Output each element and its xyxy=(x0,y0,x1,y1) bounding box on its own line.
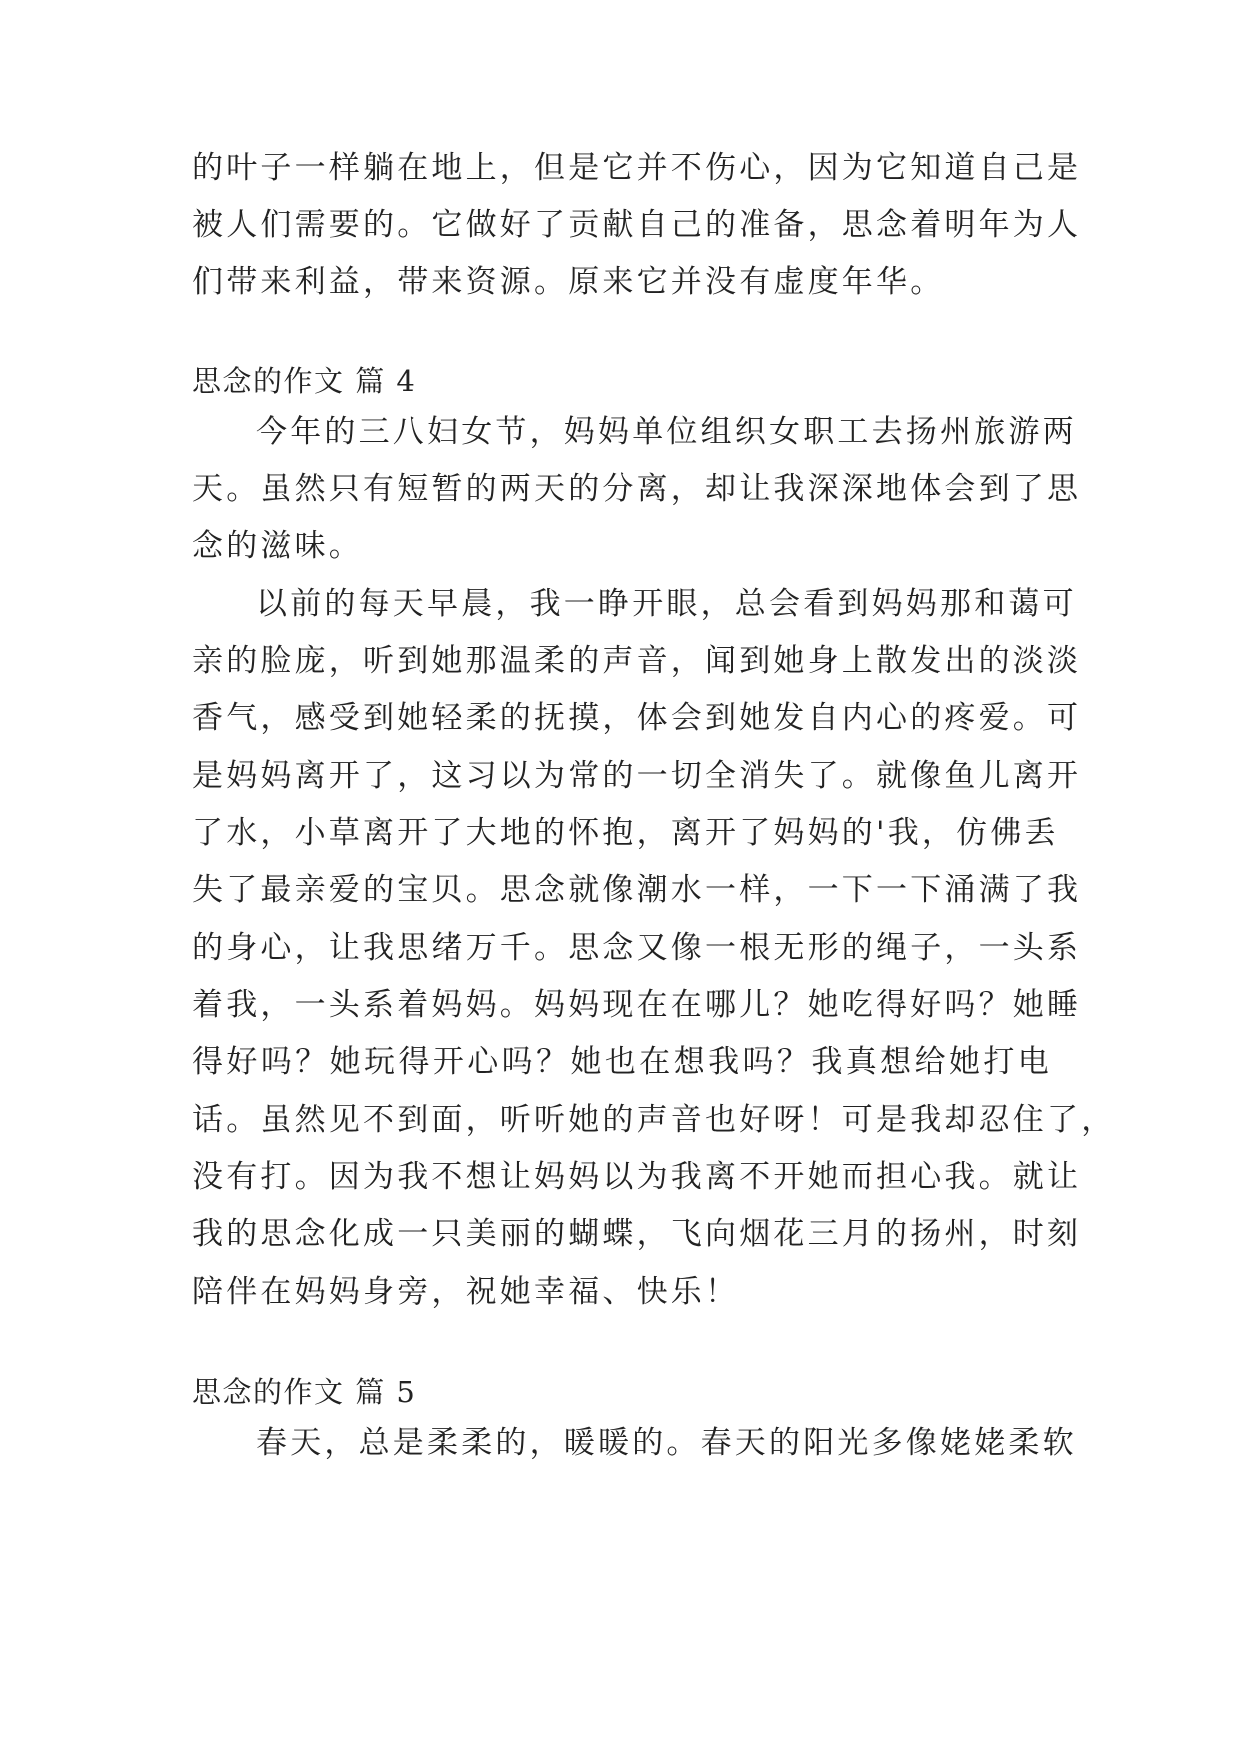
paragraph-line: 陪伴在妈妈身旁，祝她幸福、快乐！ xyxy=(192,1274,740,1310)
paragraph-line: 着我，一头系着妈妈。妈妈现在在哪儿？她吃得好吗？她睡 xyxy=(192,987,1082,1023)
paragraph-line: 天。虽然只有短暂的两天的分离，却让我深深地体会到了思 xyxy=(192,471,1082,507)
paragraph-line: 念的滋味。 xyxy=(192,528,363,564)
paragraph-line: 话。虽然见不到面，听听她的声音也好呀！可是我却忍住了， xyxy=(192,1102,1116,1138)
paragraph-line: 以前的每天早晨，我一睁开眼，总会看到妈妈那和蔼可 xyxy=(256,586,1077,622)
paragraph-line: 失了最亲爱的宝贝。思念就像潮水一样，一下一下涌满了我 xyxy=(192,872,1082,908)
paragraph-line: 是妈妈离开了，这习以为常的一切全消失了。就像鱼儿离开 xyxy=(192,758,1082,794)
paragraph-line: 被人们需要的。它做好了贡献自己的准备，思念着明年为人 xyxy=(192,207,1082,243)
paragraph-line: 香气，感受到她轻柔的抚摸，体会到她发自内心的疼爱。可 xyxy=(192,700,1082,736)
paragraph-line: 们带来利益，带来资源。原来它并没有虚度年华。 xyxy=(192,264,945,300)
paragraph-line: 了水，小草离开了大地的怀抱，离开了妈妈的'我，仿佛丢 xyxy=(192,815,1059,851)
paragraph-line: 得好吗？她玩得开心吗？她也在想我吗？我真想给她打电 xyxy=(192,1044,1052,1080)
paragraph-line: 今年的三八妇女节，妈妈单位组织女职工去扬州旅游两 xyxy=(256,414,1077,450)
paragraph-line: 没有打。因为我不想让妈妈以为我离不开她而担心我。就让 xyxy=(192,1159,1082,1195)
section-heading: 思念的作文 篇 5 xyxy=(192,1375,417,1409)
paragraph-line: 我的思念化成一只美丽的蝴蝶，飞向烟花三月的扬州，时刻 xyxy=(192,1216,1082,1252)
paragraph-line: 的叶子一样躺在地上，但是它并不伤心，因为它知道自己是 xyxy=(192,150,1082,186)
paragraph-line: 春天，总是柔柔的，暖暖的。春天的阳光多像姥姥柔软 xyxy=(256,1425,1077,1461)
paragraph-line: 的身心，让我思绪万千。思念又像一根无形的绳子，一头系 xyxy=(192,930,1082,966)
paragraph-line: 亲的脸庞，听到她那温柔的声音，闻到她身上散发出的淡淡 xyxy=(192,643,1082,679)
section-heading: 思念的作文 篇 4 xyxy=(192,364,417,398)
